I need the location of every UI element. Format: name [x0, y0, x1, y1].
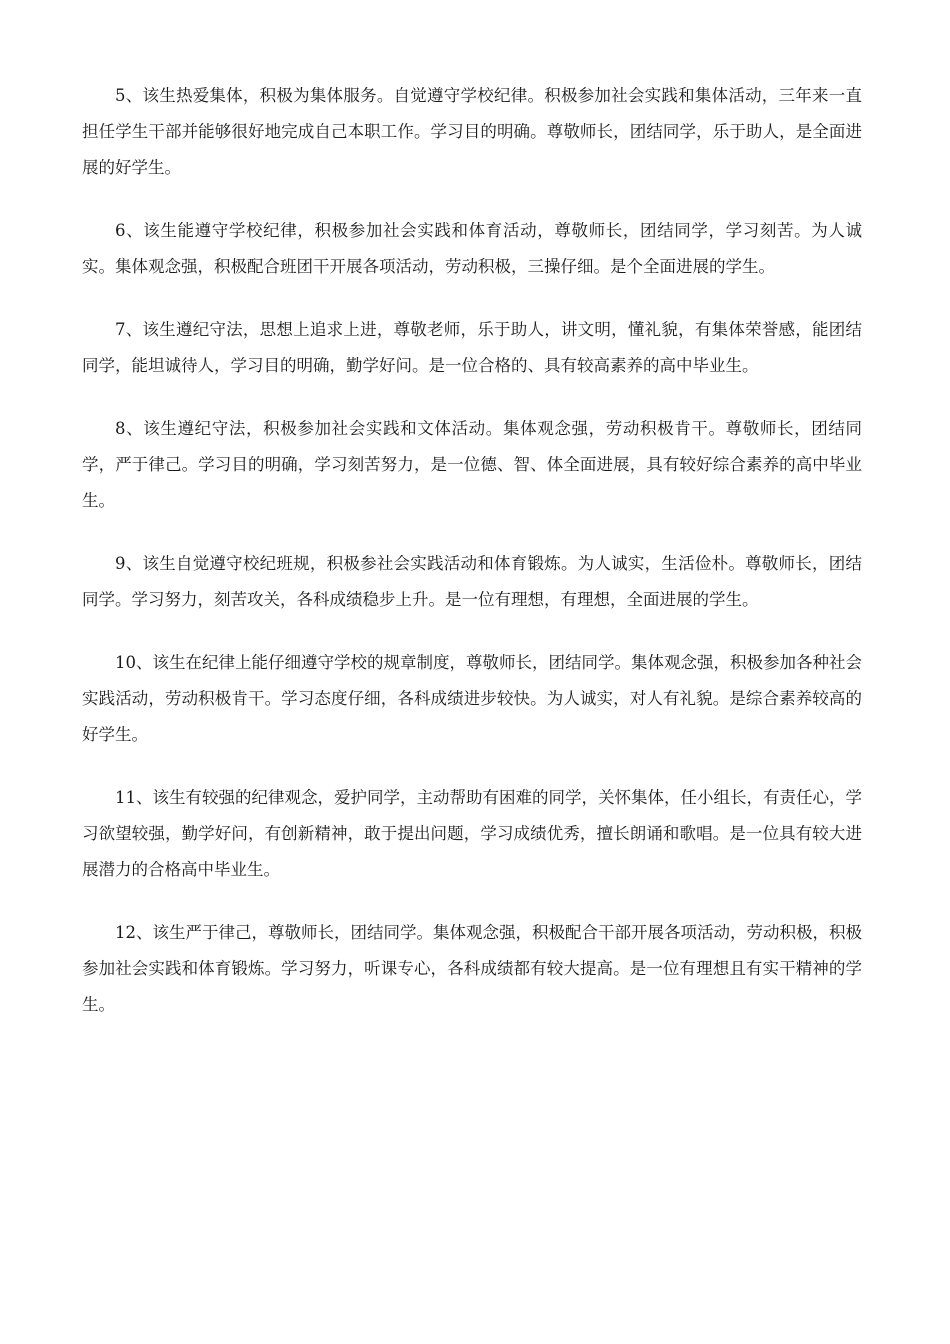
paragraph-9: 9、该生自觉遵守校纪班规，积极参社会实践活动和体育锻炼。为人诚实，生活俭朴。尊敬师长，团结同学。学习努力，刻苦攻关，各科成绩稳步上升。是一位有理想，有理想，全面进展的学生。 [82, 554, 862, 609]
document-body [82, 78, 862, 1050]
paragraph-5: 5、该生热爱集体，积极为集体服务。自觉遵守学校纪律。积极参加社会实践和集体活动，三年来一直担任学生干部并能够很好地完成自己本职工作。学习目的明确。尊敬师长，团结同学，乐于助人，是全面进展的好学生。 [82, 86, 862, 177]
paragraph-11: 11、该生有较强的纪律观念，爱护同学，主动帮助有困难的同学，关怀集体，任小组长，有责任心，学习欲望较强，勤学好问，有创新精神，敢于提出问题，学习成绩优秀，擅长朗诵和歌唱。是一位具有较大进展潜力的合格高中毕业生。 [82, 788, 862, 879]
paragraph-10: 10、该生在纪律上能仔细遵守学校的规章制度，尊敬师长，团结同学。集体观念强，积极参加各种社会实践活动，劳动积极肯干。学习态度仔细，各科成绩进步较快。为人诚实，对人有礼貌。是综合素养较高的好学生。 [82, 653, 862, 744]
paragraph-12: 12、该生严于律己，尊敬师长，团结同学。集体观念强，积极配合干部开展各项活动，劳动积极，积极参加社会实践和体育锻炼。学习努力，听课专心，各科成绩都有较大提高。是一位有理想且有实干精神的学生。 [82, 923, 862, 1014]
paragraph-8: 8、该生遵纪守法，积极参加社会实践和文体活动。集体观念强，劳动积极肯干。尊敬师长，团结同学，严于律己。学习目的明确，学习刻苦努力，是一位德、智、体全面进展，具有较好综合素养的高中毕业生。 [82, 419, 862, 510]
paragraph-7: 7、该生遵纪守法，思想上追求上进，尊敬老师，乐于助人，讲文明，懂礼貌，有集体荣誉感，能团结同学，能坦诚待人，学习目的明确，勤学好问。是一位合格的、具有较高素养的高中毕业生。 [82, 320, 862, 375]
paragraph-6: 6、该生能遵守学校纪律，积极参加社会实践和体育活动，尊敬师长，团结同学，学习刻苦。为人诚实。集体观念强，积极配合班团干开展各项活动，劳动积极，三操仔细。是个全面进展的学生。 [82, 221, 862, 276]
